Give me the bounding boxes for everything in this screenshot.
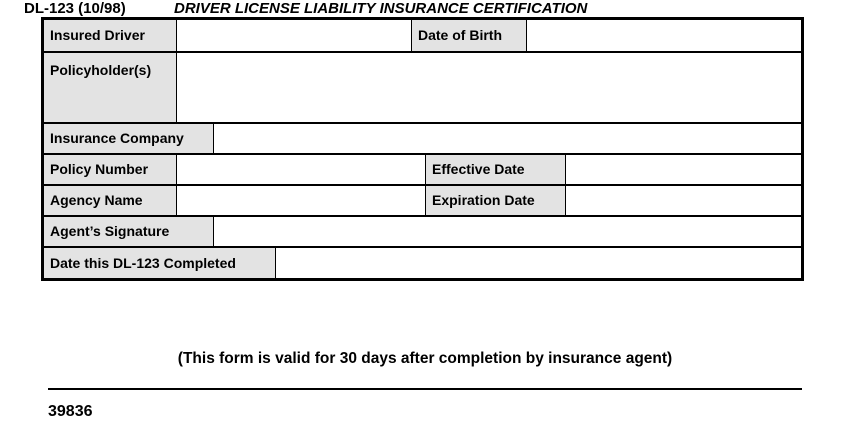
policy-number-field[interactable] (177, 155, 425, 184)
insurance-company-label: Insurance Company (44, 124, 214, 153)
form-number: 39836 (48, 403, 93, 420)
footer-divider (48, 388, 802, 390)
form-header (24, 0, 587, 17)
row-agency-name (44, 186, 801, 217)
row-insurance-company (44, 124, 801, 155)
date-of-birth-field[interactable] (527, 20, 801, 51)
agency-name-field[interactable] (177, 186, 425, 215)
agents-signature-label: Agent’s Signature (44, 217, 214, 246)
effective-date-label: Effective Date (425, 155, 566, 184)
date-completed-label: Date this DL-123 Completed (44, 248, 276, 278)
agency-name-label: Agency Name (44, 186, 177, 215)
row-policy-number (44, 155, 801, 186)
row-date-completed (44, 248, 801, 278)
expiration-date-field[interactable] (566, 186, 801, 215)
row-insured-driver (44, 20, 801, 53)
row-agents-signature (44, 217, 801, 248)
expiration-date-label: Expiration Date (425, 186, 566, 215)
row-policyholders (44, 53, 801, 124)
effective-date-field[interactable] (566, 155, 801, 184)
certification-form (41, 17, 804, 281)
insurance-company-field[interactable] (214, 124, 801, 153)
agents-signature-field[interactable] (214, 217, 801, 246)
policy-number-label: Policy Number (44, 155, 177, 184)
validity-note: (This form is valid for 30 days after completion by insurance agent) (177, 350, 673, 367)
form-code: DL-123 (10/98) (24, 0, 126, 17)
form-title: DRIVER LICENSE LIABILITY INSURANCE CERTIFICATION (174, 0, 588, 17)
insured-driver-field[interactable] (177, 20, 411, 51)
policyholders-field[interactable] (177, 53, 801, 122)
date-of-birth-label: Date of Birth (411, 20, 527, 51)
policyholders-label: Policyholder(s) (44, 53, 177, 122)
date-completed-field[interactable] (276, 248, 801, 278)
insured-driver-label: Insured Driver (44, 20, 177, 51)
